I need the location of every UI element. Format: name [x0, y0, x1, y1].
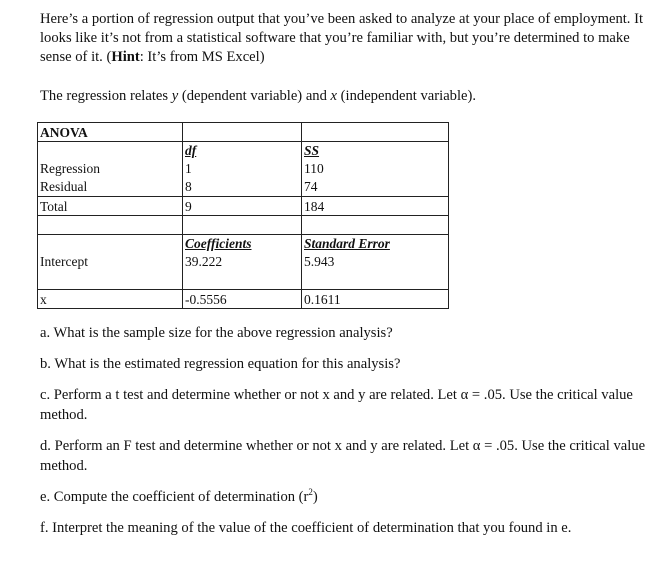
coef-row — [38, 235, 449, 290]
var-x: x — [330, 88, 338, 104]
spacer — [40, 235, 182, 253]
anova-table — [37, 122, 449, 309]
relation-mid: (dependent variable) and — [178, 88, 331, 104]
hint-label: Hint — [111, 49, 140, 65]
relation-suffix: (independent variable). — [337, 88, 477, 104]
relation-sentence — [40, 87, 660, 106]
row-label-x: x — [38, 290, 183, 309]
ss-residual: 74 — [304, 179, 318, 194]
row-label-residual: Residual — [40, 179, 88, 194]
question-a: a. What is the sample size for the above regression analysis? — [40, 325, 393, 341]
spacer — [40, 142, 182, 160]
row-label-regression: Regression — [40, 161, 100, 176]
ss-header: SS — [304, 143, 320, 158]
question-e — [40, 487, 660, 507]
row-label-intercept: Intercept — [40, 254, 88, 269]
coef-x-row — [38, 290, 449, 309]
ss-regression: 110 — [304, 161, 324, 176]
intro-text-2: : It’s from MS Excel) — [139, 49, 265, 65]
anova-title-row — [38, 123, 449, 142]
se-x: 0.1611 — [302, 290, 449, 309]
blank-cell — [38, 216, 183, 235]
df-header: df — [185, 143, 197, 158]
coef-labels-cell — [38, 235, 183, 290]
coef-header: Coefficients — [185, 236, 252, 251]
se-intercept: 5.943 — [304, 254, 335, 269]
blank-cell — [183, 216, 302, 235]
question-d: d. Perform an F test and determine whether or not x and y are related. Let α = .05. Use the critical value method. — [40, 438, 646, 474]
df-regression: 1 — [185, 161, 192, 176]
question-e-text: e. Compute the coefficient of determination (r — [40, 489, 309, 505]
question-b: b. What is the estimated regression equation for this analysis? — [40, 356, 401, 372]
question-f: f. Interpret the meaning of the value of the coefficient of determination that you found in e. — [40, 520, 572, 536]
df-residual: 8 — [185, 179, 192, 194]
anova-total-row — [38, 197, 449, 216]
anova-labels-cell — [38, 142, 183, 197]
se-header: Standard Error — [304, 236, 390, 251]
var-y: y — [171, 88, 179, 104]
anova-ss-cell — [302, 142, 449, 197]
ss-total: 184 — [302, 197, 449, 216]
anova-gap-row — [38, 216, 449, 235]
question-e-superscript: 2 — [308, 487, 313, 498]
coef-values-cell — [183, 235, 302, 290]
question-e-close: ) — [312, 489, 318, 505]
se-values-cell — [302, 235, 449, 290]
blank-cell — [302, 216, 449, 235]
coef-intercept: 39.222 — [185, 254, 223, 269]
row-label-total: Total — [38, 197, 183, 216]
intro-text-1: Here’s a portion of regression output that you’ve been asked to analyze at your place of employment. It looks like it’s not from a statistical software that you’re familiar with, but you’re determined to make sense of it. ( — [40, 11, 644, 65]
anova-df-cell — [183, 142, 302, 197]
blank-cell — [302, 123, 449, 142]
anova-body-row — [38, 142, 449, 197]
anova-title: ANOVA — [38, 123, 183, 142]
relation-prefix: The regression relates — [40, 88, 172, 104]
coef-x: -0.5556 — [183, 290, 302, 309]
intro-paragraph — [40, 10, 660, 67]
blank-cell — [183, 123, 302, 142]
question-c: c. Perform a t test and determine whether or not x and y are related. Let α = .05. Use the critical value method. — [40, 387, 633, 423]
df-total: 9 — [183, 197, 302, 216]
